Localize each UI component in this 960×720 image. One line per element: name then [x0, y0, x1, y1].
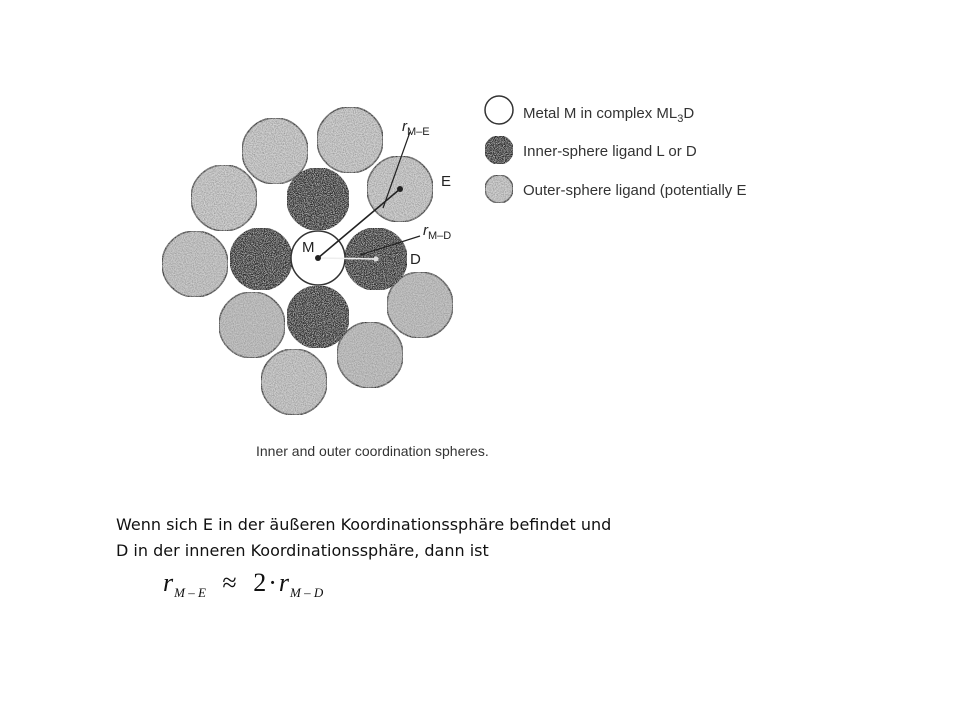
inner-ligand	[230, 228, 292, 290]
e-point	[397, 186, 403, 192]
eq-factor: 2	[253, 568, 267, 597]
legend-label-metal: Metal M in complex $ML_3D$	[523, 105, 695, 125]
outer-ligand	[219, 292, 285, 358]
equation	[163, 568, 323, 598]
eq-lhs-sub: M – E	[174, 585, 206, 600]
outer-ligand	[242, 118, 308, 184]
outer-ligand	[162, 231, 228, 297]
eq-dot: ·	[268, 568, 277, 597]
body-text	[116, 512, 816, 564]
ligand-e-label: E	[441, 173, 452, 190]
inner-ligand	[287, 168, 349, 230]
body-line-1: Wenn sich E in der äußeren Koordinationssphäre befindet und	[116, 515, 612, 534]
legend	[485, 96, 746, 203]
eq-approx: ≈	[222, 568, 237, 597]
ligand-d-label: D	[410, 251, 421, 268]
r-me-label: $r_{M-E}$	[402, 118, 430, 138]
eq-lhs-var: r	[163, 568, 174, 597]
outer-ligand	[317, 107, 383, 173]
r-md-line	[318, 258, 376, 259]
eq-rhs-var: r	[278, 568, 289, 597]
outer-ligand	[191, 165, 257, 231]
r-md-label: $r_{M-D}$	[423, 222, 452, 242]
figure-caption: Inner and outer coordination spheres.	[256, 443, 489, 459]
legend-swatch-outer	[485, 175, 513, 203]
legend-label-inner: Inner-sphere ligand L or D	[523, 143, 697, 160]
d-point	[374, 257, 379, 262]
eq-rhs-sub: M – D	[289, 585, 324, 600]
metal-point	[315, 255, 321, 261]
legend-label-outer: Outer-sphere ligand (potentially E	[523, 182, 747, 199]
body-line-2: D in der inneren Koordinationssphäre, dann ist	[116, 541, 489, 560]
r-md-subscript: M–D	[428, 230, 452, 242]
legend-swatch-inner	[485, 136, 513, 164]
legend-swatch-metal	[485, 96, 513, 124]
metal-label: M	[302, 239, 315, 256]
r-me-subscript: M–E	[407, 126, 430, 138]
outer-ligand	[337, 322, 403, 388]
outer-ligand	[261, 349, 327, 415]
inner-ligand	[287, 286, 349, 348]
